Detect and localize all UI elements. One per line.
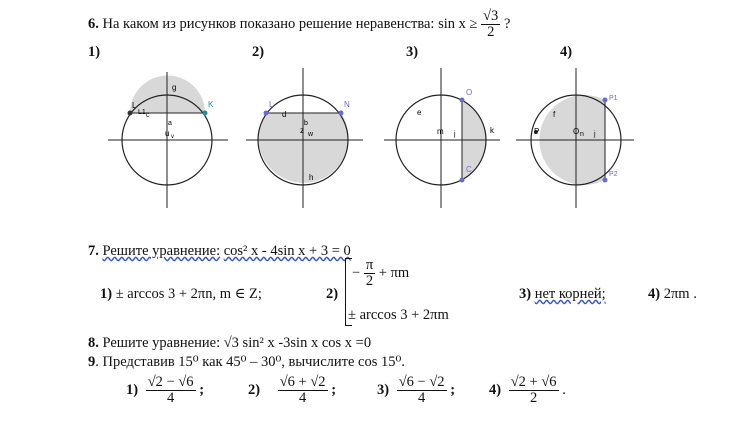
figure-2 — [246, 68, 363, 208]
fig1-label-a: a — [168, 120, 172, 127]
q6-option-2: 2) — [252, 44, 265, 60]
fig1-label-c: c — [146, 112, 150, 119]
q9-text: . Представив 15⁰ как 45⁰ – 30⁰, вычислите cos 15⁰. — [95, 354, 405, 370]
q8-equation: √3 sin² x -3sin x cos x =0 — [223, 335, 372, 351]
q7-line — [88, 243, 351, 260]
fig4-label-n: n — [580, 131, 584, 138]
q6-frac-den: 2 — [487, 24, 495, 41]
fig4-label-P1: P1 — [609, 95, 618, 102]
q6-number: 6. — [88, 16, 99, 33]
q9-line — [88, 354, 405, 371]
fig3-label-C: C — [466, 165, 472, 174]
fig2-label-d: d — [282, 110, 287, 119]
fig4-label-f: f — [553, 110, 556, 119]
fig3-label-m: m — [437, 127, 444, 136]
q7-answer-2-bottom: ± arccos 3 + 2πm — [348, 307, 449, 323]
q8-number: 8. — [88, 335, 99, 351]
fig2-label-w: w — [308, 131, 314, 138]
figure-3 — [384, 68, 500, 208]
fig1-label-K: K — [208, 100, 214, 109]
fig1-label-L1: L1 — [138, 109, 146, 116]
fig2-label-N: N — [344, 100, 350, 109]
q7-answer-4: 4) 2πm . — [648, 286, 697, 302]
q6-option-4: 4) — [560, 44, 573, 60]
fig4-label-P2: P2 — [609, 171, 618, 178]
q7-answer-2-top: − $\frac{\pi}{2}$ + πm — [352, 257, 410, 290]
fig1-label-g: g — [172, 83, 177, 92]
figure-1 — [108, 72, 228, 208]
fig3-label-k: k — [490, 126, 494, 135]
fig4-label-P: P — [534, 127, 540, 136]
q7-answer-2-label: 2) — [326, 286, 339, 302]
q7-text: Решите уравнение: — [102, 243, 221, 259]
q9-answer-2: 2) $\frac{√6 + √2}{4}$ ; — [248, 374, 337, 407]
q6-text: На каком из рисунков показано решение неравенства: sin x ≥ — [102, 16, 478, 33]
fig3-label-e: e — [417, 108, 422, 117]
q9-answer-4: 4) $\frac{√2 + √6}{2}$ . — [489, 374, 566, 407]
q9-answer-1: 1) $\frac{√2 - √6}{4}$ ; — [126, 374, 205, 407]
q7-number: 7. — [88, 243, 99, 259]
figure-4 — [516, 68, 634, 208]
fig4-label-j: j — [594, 131, 596, 138]
fig2-label-L: L — [269, 100, 274, 109]
q7-equation: cos² x - 4sin x + 3 = 0 — [223, 243, 351, 259]
fig2-label-z: z — [300, 126, 304, 135]
fig3-label-O: O — [466, 88, 473, 97]
q6-tail: ? — [503, 16, 511, 33]
fig2-label-b: b — [304, 120, 308, 127]
q6-option-3: 3) — [406, 44, 419, 60]
fig3-label-j: j — [454, 131, 456, 138]
q8-text: Решите уравнение: — [102, 335, 221, 351]
fig2-label-h: h — [309, 173, 314, 182]
q7-answer-3: 3) нет корней; — [519, 286, 606, 302]
q6-option-1: 1) — [88, 44, 101, 60]
fig1-label-u: u — [165, 129, 170, 138]
q8-line — [88, 335, 371, 352]
q6-frac-num: √3 — [483, 8, 499, 24]
fig1-label-v: v — [171, 134, 174, 140]
fig1-label-L: L — [132, 101, 137, 110]
q7-answer-1: 1) ± arccos 3 + 2πn, m ∈ Z; — [100, 286, 262, 302]
q9-number: 9 — [88, 354, 96, 370]
fig4-label-O: O — [573, 127, 580, 136]
q9-answer-3: 3) $\frac{√6 - √2}{4}$ ; — [377, 374, 456, 407]
